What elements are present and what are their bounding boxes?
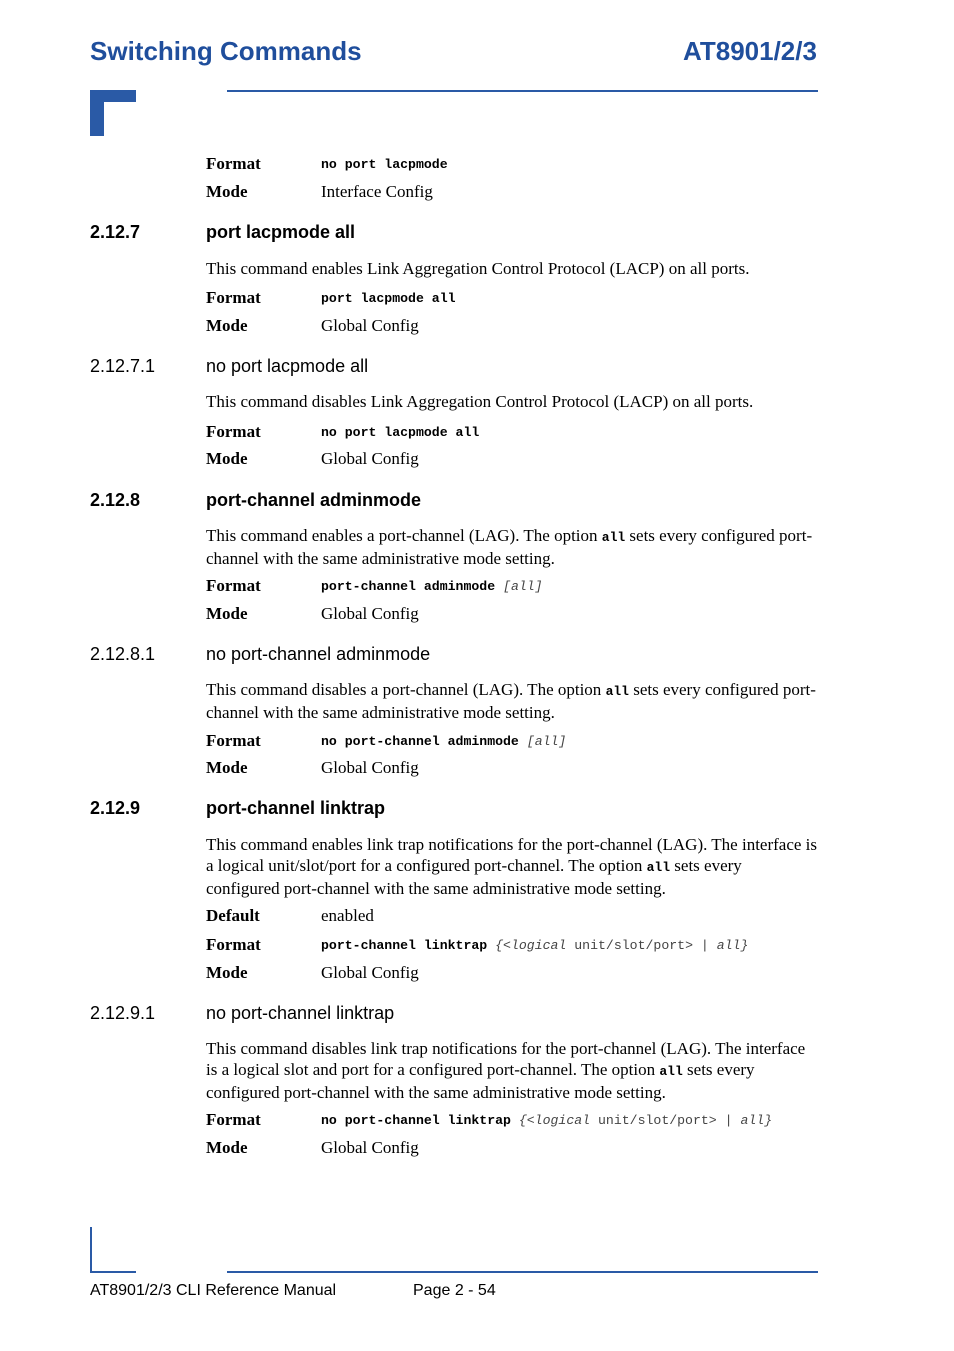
- format-row: [206, 731, 818, 753]
- section-heading-title: port-channel linktrap: [206, 798, 386, 818]
- product-title: AT8901/2/3: [683, 36, 817, 66]
- command-option: {<logical: [495, 938, 567, 953]
- mode-label: Mode: [206, 1138, 248, 1157]
- mode-row: [206, 758, 818, 780]
- default-row: [206, 906, 818, 928]
- format-row: [206, 422, 818, 444]
- section-heading-title: no port-channel linktrap: [206, 1003, 395, 1023]
- description: [206, 679, 818, 723]
- description: This command enables Link Aggregation Control Protocol (LACP) on all ports.: [206, 259, 750, 278]
- format-command: [321, 938, 748, 953]
- format-row: [206, 288, 818, 310]
- command-option: {<logical: [518, 1113, 591, 1128]
- format-command: [321, 1113, 772, 1128]
- inline-code: all: [659, 1064, 683, 1079]
- command-keyword: no port-channel linktrap: [321, 1113, 511, 1128]
- command-keyword: no port lacpmode: [321, 157, 448, 172]
- description-text: This command enables link trap notifications for the port-channel (LAG). The interface is a logical unit/slot/port for a configured port-channel. The option: [206, 835, 818, 875]
- section-number: 2.12.7.1: [90, 356, 156, 376]
- section-number: 2.12.7: [90, 222, 141, 242]
- mode-value: Global Config: [321, 1138, 419, 1157]
- description-text: This command disables a port-channel (LAG). The option: [206, 680, 606, 699]
- section-number: 2.12.9: [90, 798, 141, 818]
- mode-value: Global Config: [321, 316, 419, 335]
- description: [206, 1038, 818, 1103]
- mode-row: [206, 963, 818, 985]
- format-label: Format: [206, 731, 261, 750]
- command-option: all}: [740, 1113, 773, 1128]
- mode-value: Global Config: [321, 449, 419, 468]
- format-command: [321, 579, 543, 594]
- section-heading-title: port-channel adminmode: [206, 490, 422, 510]
- description-text: sets every configured port-channel with the same administrative mode setting.: [206, 1060, 755, 1102]
- section-heading-title: no port-channel adminmode: [206, 644, 431, 664]
- command-option: all}: [716, 938, 749, 953]
- command-keyword: no port lacpmode all: [321, 425, 480, 440]
- command-keyword: port-channel linktrap: [321, 938, 488, 953]
- format-label: Format: [206, 576, 261, 595]
- command-keyword: port lacpmode all: [321, 291, 456, 306]
- description-text: This command disables link trap notifications for the port-channel (LAG). The interface is a logical slot and port for a configured port-channel. The option: [206, 1039, 806, 1079]
- corner-mark-vertical: [90, 90, 104, 136]
- format-command: [321, 291, 456, 306]
- page-number: Page 2 - 54: [413, 1282, 496, 1299]
- section-number: 2.12.8.1: [90, 644, 156, 664]
- footer-corner-mark: [90, 1227, 92, 1273]
- command-option: [all]: [526, 734, 567, 749]
- section-title: Switching Commands: [90, 36, 362, 66]
- default-value: enabled: [321, 906, 374, 925]
- footer-corner-mark-horizontal: [90, 1271, 136, 1273]
- format-row: [206, 154, 818, 176]
- header-rule: [227, 90, 818, 92]
- format-label: Format: [206, 154, 261, 173]
- format-row: [206, 1110, 818, 1132]
- section-number: 2.12.8: [90, 490, 141, 510]
- command-keyword: no port-channel adminmode: [321, 734, 519, 749]
- mode-label: Mode: [206, 758, 248, 777]
- command-option: [all]: [503, 579, 543, 594]
- mode-value: Global Config: [321, 758, 419, 777]
- mode-row: [206, 316, 818, 338]
- section-number: 2.12.9.1: [90, 1003, 156, 1023]
- format-label: Format: [206, 422, 261, 441]
- format-command: [321, 425, 479, 440]
- format-command: [321, 734, 566, 749]
- inline-code: all: [601, 530, 626, 545]
- mode-row: [206, 182, 818, 204]
- format-label: Format: [206, 1110, 261, 1129]
- format-row: [206, 935, 818, 957]
- mode-value: Global Config: [321, 963, 419, 982]
- description: [206, 525, 818, 569]
- default-label: Default: [206, 906, 260, 925]
- mode-value: Global Config: [321, 604, 419, 623]
- mode-label: Mode: [206, 449, 248, 468]
- mode-value: Interface Config: [321, 182, 433, 201]
- inline-code: all: [605, 684, 629, 699]
- command-argument: unit/slot/port> |: [590, 1113, 741, 1128]
- description-text: sets every configured port-channel with the same administrative mode setting.: [206, 526, 813, 568]
- mode-label: Mode: [206, 963, 248, 982]
- footer-rule: [227, 1271, 818, 1273]
- manual-title: AT8901/2/3 CLI Reference Manual: [90, 1282, 337, 1299]
- description-text: This command enables a port-channel (LAG). The option: [206, 526, 602, 545]
- command-argument: unit/slot/port> |: [566, 938, 717, 953]
- section-heading-title: port lacpmode all: [206, 222, 356, 242]
- description-text: sets every configured port-channel with the same administrative mode setting.: [206, 680, 816, 722]
- inline-code: all: [646, 860, 671, 875]
- format-label: Format: [206, 935, 261, 954]
- format-label: Format: [206, 288, 261, 307]
- format-command: [321, 157, 448, 172]
- mode-label: Mode: [206, 182, 248, 201]
- mode-row: [206, 1138, 818, 1160]
- description-text: sets every configured port-channel with the same administrative mode setting.: [206, 856, 742, 898]
- mode-label: Mode: [206, 316, 248, 335]
- command-keyword: port-channel adminmode: [321, 579, 496, 594]
- mode-label: Mode: [206, 604, 248, 623]
- description: [206, 834, 818, 899]
- section-heading-title: no port lacpmode all: [206, 356, 369, 376]
- mode-row: [206, 449, 818, 471]
- mode-row: [206, 604, 818, 626]
- description: This command disables Link Aggregation Control Protocol (LACP) on all ports.: [206, 392, 754, 411]
- format-row: [206, 576, 818, 598]
